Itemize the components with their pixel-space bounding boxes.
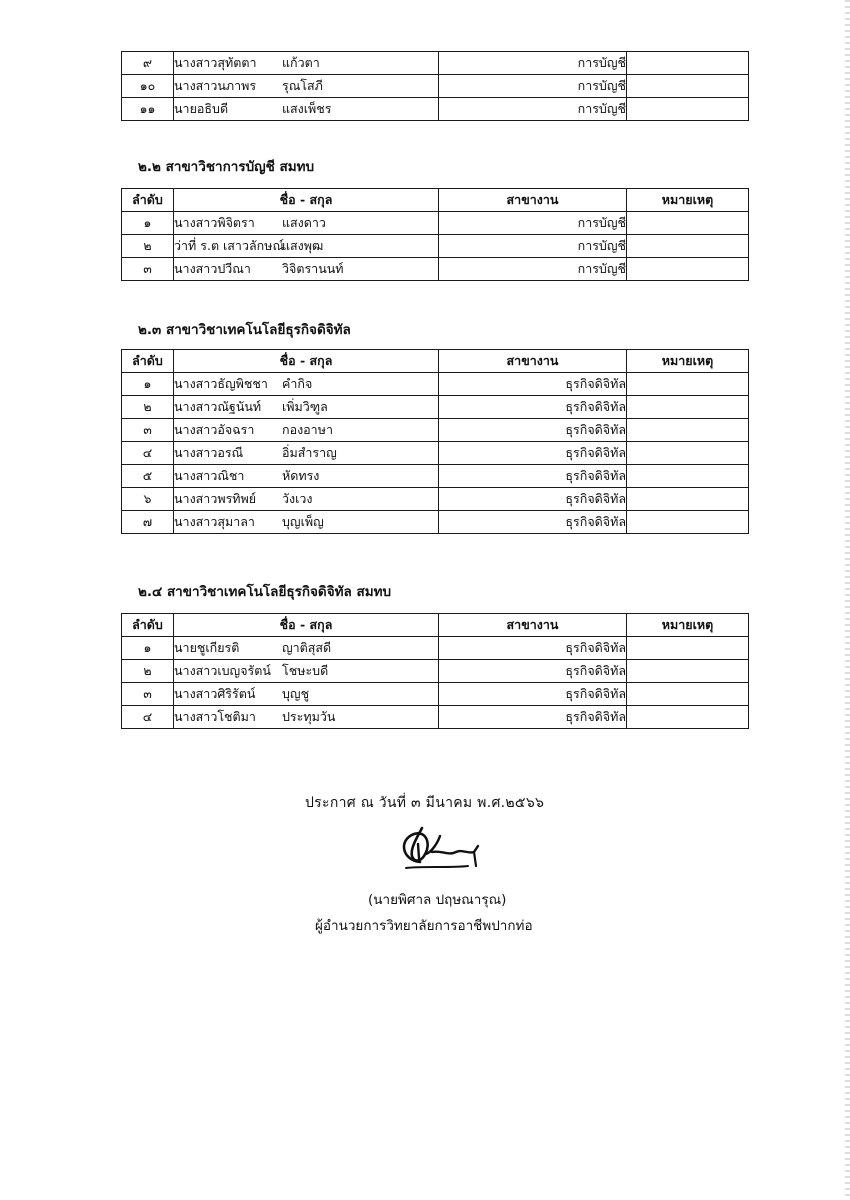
row-number: ๑๐ (122, 75, 174, 98)
row-name-cell (174, 511, 439, 534)
header-note: หมายเหตุ (627, 350, 749, 373)
row-name-cell (174, 488, 439, 511)
row-note (627, 396, 749, 419)
row-surname: บุญเพ็ญ (282, 514, 324, 529)
row-name-cell (174, 52, 439, 75)
header-dept: สาขางาน (439, 189, 627, 212)
row-given-name: นางสาวอรณี (174, 445, 244, 460)
row-surname: โชษะบดี (282, 663, 329, 678)
row-given-name: ว่าที่ ร.ต เสาวลักษณ์ (174, 238, 285, 253)
row-given-name: นางสาวธัญพิชชา (174, 376, 268, 391)
row-department: ธุรกิจดิจิทัล (439, 419, 627, 442)
header-name: ชื่อ - สกุล (174, 350, 439, 373)
section-heading-2-2: ๒.๒ สาขาวิชาการบัญชี สมทบ (138, 159, 315, 175)
row-name-cell (174, 212, 439, 235)
row-number: ๔ (122, 442, 174, 465)
header-no: ลำดับ (122, 614, 174, 637)
row-surname: เพิ่มวิฑูล (282, 399, 328, 414)
row-number: ๕ (122, 465, 174, 488)
row-given-name: นางสาวเบญจรัตน์ (174, 663, 271, 678)
row-given-name: นางสาวศิริรัตน์ (174, 686, 256, 701)
header-no: ลำดับ (122, 189, 174, 212)
scan-edge-noise (845, 0, 850, 1200)
table-row (122, 98, 749, 121)
table-row (122, 660, 749, 683)
table-header-row (122, 614, 749, 637)
row-note (627, 706, 749, 729)
announcement-date: ประกาศ ณ วันที่ ๓ มีนาคม พ.ศ.๒๕๖๖ (305, 795, 545, 811)
row-department: การบัญชี (439, 98, 627, 121)
row-given-name: นายอธิบดี (174, 101, 229, 116)
row-number: ๓ (122, 683, 174, 706)
table-row (122, 442, 749, 465)
table-row (122, 465, 749, 488)
table-row (122, 637, 749, 660)
row-department: ธุรกิจดิจิทัล (439, 637, 627, 660)
row-given-name: นางสาวโชติมา (174, 709, 256, 724)
row-note (627, 683, 749, 706)
row-department: ธุรกิจดิจิทัล (439, 488, 627, 511)
row-given-name: นางสาวสุมาลา (174, 514, 255, 529)
row-name-cell (174, 396, 439, 419)
row-surname: แสงดาว (282, 215, 326, 230)
row-note (627, 52, 749, 75)
table-2-4 (121, 613, 749, 729)
signer-title: ผู้อำนวยการวิทยาลัยการอาชีพปากท่อ (315, 918, 533, 934)
row-name-cell (174, 235, 439, 258)
row-department: ธุรกิจดิจิทัล (439, 660, 627, 683)
row-name-cell (174, 419, 439, 442)
row-surname: แสงพุฒ (282, 238, 324, 253)
row-note (627, 258, 749, 281)
row-note (627, 419, 749, 442)
row-given-name: นางสาวณิชา (174, 468, 245, 483)
row-department: ธุรกิจดิจิทัล (439, 442, 627, 465)
header-name: ชื่อ - สกุล (174, 189, 439, 212)
signature-image (392, 822, 492, 880)
row-department: การบัญชี (439, 212, 627, 235)
row-name-cell (174, 258, 439, 281)
row-given-name: นางสาวอัจฉรา (174, 422, 255, 437)
row-note (627, 442, 749, 465)
table-2-3 (121, 349, 749, 534)
header-name: ชื่อ - สกุล (174, 614, 439, 637)
table-row (122, 511, 749, 534)
row-name-cell (174, 373, 439, 396)
signer-name: (นายพิศาล ปฤษณารุณ) (368, 892, 507, 908)
header-no: ลำดับ (122, 350, 174, 373)
row-name-cell (174, 75, 439, 98)
row-number: ๑ (122, 373, 174, 396)
row-given-name: นายชูเกียรติ (174, 640, 240, 655)
row-surname: อิ่มสำราญ (282, 445, 337, 460)
row-number: ๗ (122, 511, 174, 534)
row-surname: คำกิจ (282, 376, 313, 391)
row-department: ธุรกิจดิจิทัล (439, 683, 627, 706)
row-note (627, 488, 749, 511)
row-surname: วิจิตรานนท์ (282, 261, 344, 276)
table-row (122, 488, 749, 511)
row-department: การบัญชี (439, 52, 627, 75)
row-department: การบัญชี (439, 75, 627, 98)
table-header-row (122, 350, 749, 373)
row-surname: ประทุมวัน (282, 709, 336, 724)
header-dept: สาขางาน (439, 350, 627, 373)
row-given-name: นางสาวพรทิพย์ (174, 491, 257, 506)
row-name-cell (174, 683, 439, 706)
row-number: ๒ (122, 660, 174, 683)
section-heading-2-3: ๒.๓ สาขาวิชาเทคโนโลยีธุรกิจดิจิทัล (138, 322, 351, 338)
row-note (627, 660, 749, 683)
row-department: ธุรกิจดิจิทัล (439, 511, 627, 534)
row-note (627, 373, 749, 396)
row-department: ธุรกิจดิจิทัล (439, 465, 627, 488)
row-given-name: นางสาวปวีณา (174, 261, 251, 276)
header-note: หมายเหตุ (627, 189, 749, 212)
header-dept: สาขางาน (439, 614, 627, 637)
row-surname: หัดทรง (282, 468, 320, 483)
row-name-cell (174, 706, 439, 729)
row-note (627, 465, 749, 488)
row-number: ๓ (122, 419, 174, 442)
table-row (122, 258, 749, 281)
row-department: การบัญชี (439, 235, 627, 258)
row-given-name: นางสาวนภาพร (174, 78, 257, 93)
row-department: ธุรกิจดิจิทัล (439, 396, 627, 419)
table-row (122, 419, 749, 442)
row-given-name: นางสาวณัฐนันท์ (174, 399, 262, 414)
row-department: ธุรกิจดิจิทัล (439, 373, 627, 396)
continuation-table (121, 51, 749, 121)
row-given-name: นางสาวสุทัตตา (174, 55, 257, 70)
row-number: ๑ (122, 637, 174, 660)
row-note (627, 75, 749, 98)
section-heading-2-4: ๒.๔ สาขาวิชาเทคโนโลยีธุรกิจดิจิทัล สมทบ (138, 584, 392, 600)
row-note (627, 511, 749, 534)
row-department: ธุรกิจดิจิทัล (439, 706, 627, 729)
row-note (627, 235, 749, 258)
row-note (627, 637, 749, 660)
row-department: การบัญชี (439, 258, 627, 281)
row-note (627, 212, 749, 235)
row-given-name: นางสาวพิจิตรา (174, 215, 255, 230)
row-number: ๑๑ (122, 98, 174, 121)
table-row (122, 396, 749, 419)
table-row (122, 75, 749, 98)
table-header-row (122, 189, 749, 212)
row-number: ๙ (122, 52, 174, 75)
table-row (122, 52, 749, 75)
row-name-cell (174, 442, 439, 465)
row-surname: กองอาษา (282, 422, 333, 437)
row-surname: บุญชู (282, 686, 310, 701)
row-number: ๒ (122, 396, 174, 419)
table-row (122, 373, 749, 396)
row-surname: ญาติสุสดี (282, 640, 332, 655)
row-name-cell (174, 98, 439, 121)
row-name-cell (174, 637, 439, 660)
row-surname: วังเวง (282, 491, 313, 506)
row-name-cell (174, 465, 439, 488)
row-number: ๔ (122, 706, 174, 729)
row-name-cell (174, 660, 439, 683)
row-number: ๑ (122, 212, 174, 235)
table-row (122, 235, 749, 258)
table-row (122, 212, 749, 235)
row-number: ๒ (122, 235, 174, 258)
table-2-2 (121, 188, 749, 281)
row-surname: รุณโสภี (282, 78, 323, 93)
row-surname: แสงเพ็ชร (282, 101, 332, 116)
row-surname: แก้วตา (282, 55, 320, 70)
table-row (122, 683, 749, 706)
header-note: หมายเหตุ (627, 614, 749, 637)
row-note (627, 98, 749, 121)
row-number: ๖ (122, 488, 174, 511)
table-row (122, 706, 749, 729)
row-number: ๓ (122, 258, 174, 281)
